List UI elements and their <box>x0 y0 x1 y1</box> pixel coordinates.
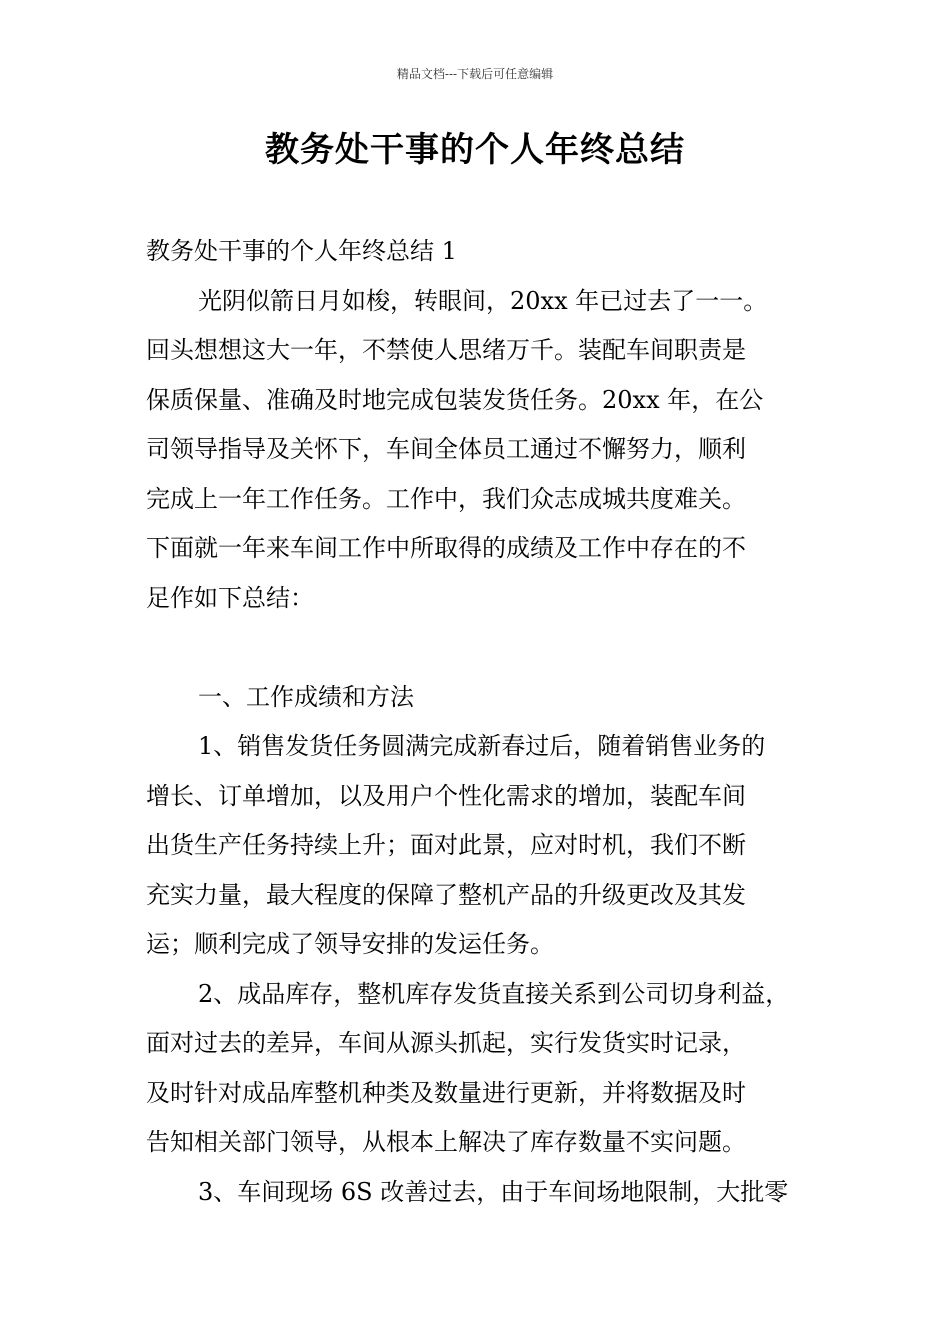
document-title: 教务处干事的个人年终总结 <box>265 130 685 170</box>
text-line: 回头想想这大一年，不禁使人思绪万千。装配车间职责是 <box>146 336 746 364</box>
text-line: 面对过去的差异，车间从源头抓起，实行发货实时记录， <box>146 1029 746 1057</box>
document-body <box>146 227 816 1217</box>
header-note: 精品文档---下载后可任意编辑 <box>396 67 554 81</box>
text-line: 1、销售发货任务圆满完成新春过后，随着销售业务的 <box>198 732 766 760</box>
text-line: 3、车间现场 6S 改善过去，由于车间场地限制，大批零 <box>198 1177 789 1206</box>
text-line: 司领导指导及关怀下，车间全体员工通过不懈努力，顺利 <box>146 435 746 463</box>
text-line: 保质保量、准确及时地完成包装发货任务。20xx 年，在公 <box>146 385 764 414</box>
text-line: 增长、订单增加，以及用户个性化需求的增加，装配车间 <box>146 781 746 810</box>
text-line: 运；顺利完成了领导安排的发运任务。 <box>146 930 554 958</box>
text-line: 及时针对成品库整机种类及数量进行更新，并将数据及时 <box>146 1078 746 1107</box>
text-line: 教务处干事的个人年终总结 1 <box>146 237 457 265</box>
text-line: 足作如下总结： <box>146 583 314 612</box>
text-line: 完成上一年工作任务。工作中，我们众志成城共度难关。 <box>146 484 746 513</box>
text-line: 充实力量，最大程度的保障了整机产品的升级更改及其发 <box>146 880 746 909</box>
text-line: 光阴似箭日月如梭，转眼间，20xx 年已过去了一一。 <box>198 286 768 315</box>
blank-line <box>146 623 816 673</box>
text-line: 2、成品库存，整机库存发货直接关系到公司切身利益， <box>198 979 790 1008</box>
text-line: 一、工作成绩和方法 <box>198 682 414 711</box>
text-line: 告知相关部门领导，从根本上解决了库存数量不实问题。 <box>146 1128 746 1156</box>
text-line: 出货生产任务持续上升；面对此景，应对时机，我们不断 <box>146 831 746 859</box>
text-line: 下面就一年来车间工作中所取得的成绩及工作中存在的不 <box>146 534 746 562</box>
